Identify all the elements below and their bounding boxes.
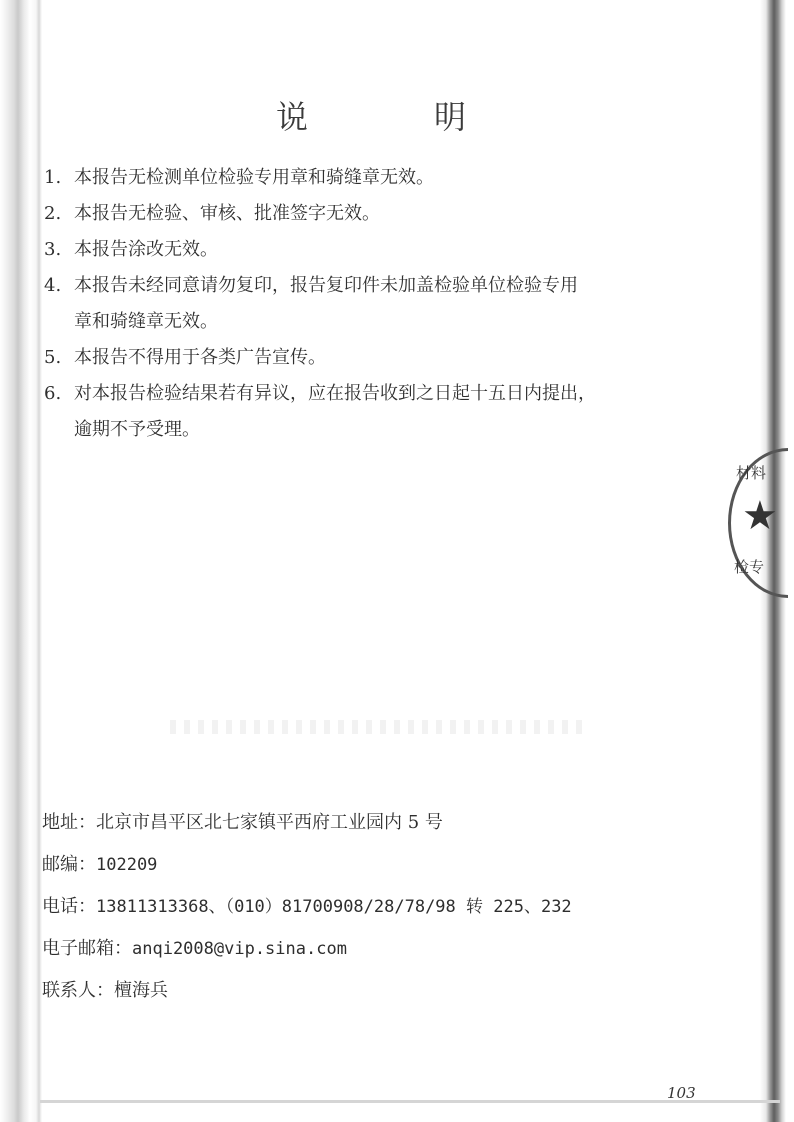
note-text: 本报告未经同意请勿复印，报告复印件未加盖检验单位检验专用: [74, 275, 578, 296]
note-item-3: [44, 232, 684, 268]
page-title: [276, 92, 466, 136]
title-char-right: 明: [433, 98, 466, 136]
note-number: 1.: [44, 167, 62, 188]
postcode-label: 邮编：: [42, 854, 96, 875]
contact-person-label: 联系人：: [42, 980, 114, 1001]
star-icon: ★: [742, 493, 778, 539]
handwritten-page-number: 103: [667, 1084, 696, 1102]
note-text: 本报告不得用于各类广告宣传。: [74, 347, 326, 368]
note-text: 本报告无检测单位检验专用章和骑缝章无效。: [74, 167, 434, 188]
note-item-2: [44, 196, 684, 232]
note-number: 3.: [44, 239, 62, 260]
note-text: 对本报告检验结果若有异议，应在报告收到之日起十五日内提出，: [74, 383, 596, 404]
note-text-continued: 章和骑缝章无效。: [74, 311, 218, 332]
note-number: 2.: [44, 203, 62, 224]
note-number: 6.: [44, 383, 62, 404]
note-text: 本报告涂改无效。: [74, 239, 218, 260]
contact-block: [42, 806, 662, 1016]
contact-person-row: [42, 974, 662, 1016]
notes-list: [44, 160, 684, 448]
note-item-1: [44, 160, 684, 196]
contact-person-value: 檀海兵: [114, 980, 168, 1001]
postcode-row: [42, 848, 662, 890]
seal-bottom-text: 检专: [734, 558, 765, 576]
note-item-4: [44, 268, 684, 340]
address-row: [42, 806, 662, 848]
note-text: 本报告无检验、审核、批准签字无效。: [74, 203, 380, 224]
seal-top-text: 材料: [736, 464, 767, 482]
note-number: 5.: [44, 347, 62, 368]
email-label: 电子邮箱：: [42, 938, 132, 959]
note-number: 4.: [44, 275, 62, 296]
postcode-value: 102209: [96, 855, 158, 875]
email-value: anqi2008@vip.sina.com: [132, 939, 347, 959]
note-item-5: [44, 340, 684, 376]
note-item-6: [44, 376, 684, 448]
phone-value: 13811313368、（010）81700908/28/78/98 转 225、232: [96, 897, 572, 917]
faint-bleed-through: [170, 720, 590, 734]
title-char-left: 说: [276, 98, 309, 136]
email-row: [42, 932, 662, 974]
phone-label: 电话：: [42, 896, 96, 917]
address-label: 地址：: [42, 812, 96, 833]
scan-binding-edge-left: [0, 0, 42, 1122]
official-seal: [728, 448, 788, 598]
phone-row: [42, 890, 662, 932]
address-value: 北京市昌平区北七家镇平西府工业园内 5 号: [96, 812, 443, 833]
note-text-continued: 逾期不予受理。: [74, 419, 200, 440]
